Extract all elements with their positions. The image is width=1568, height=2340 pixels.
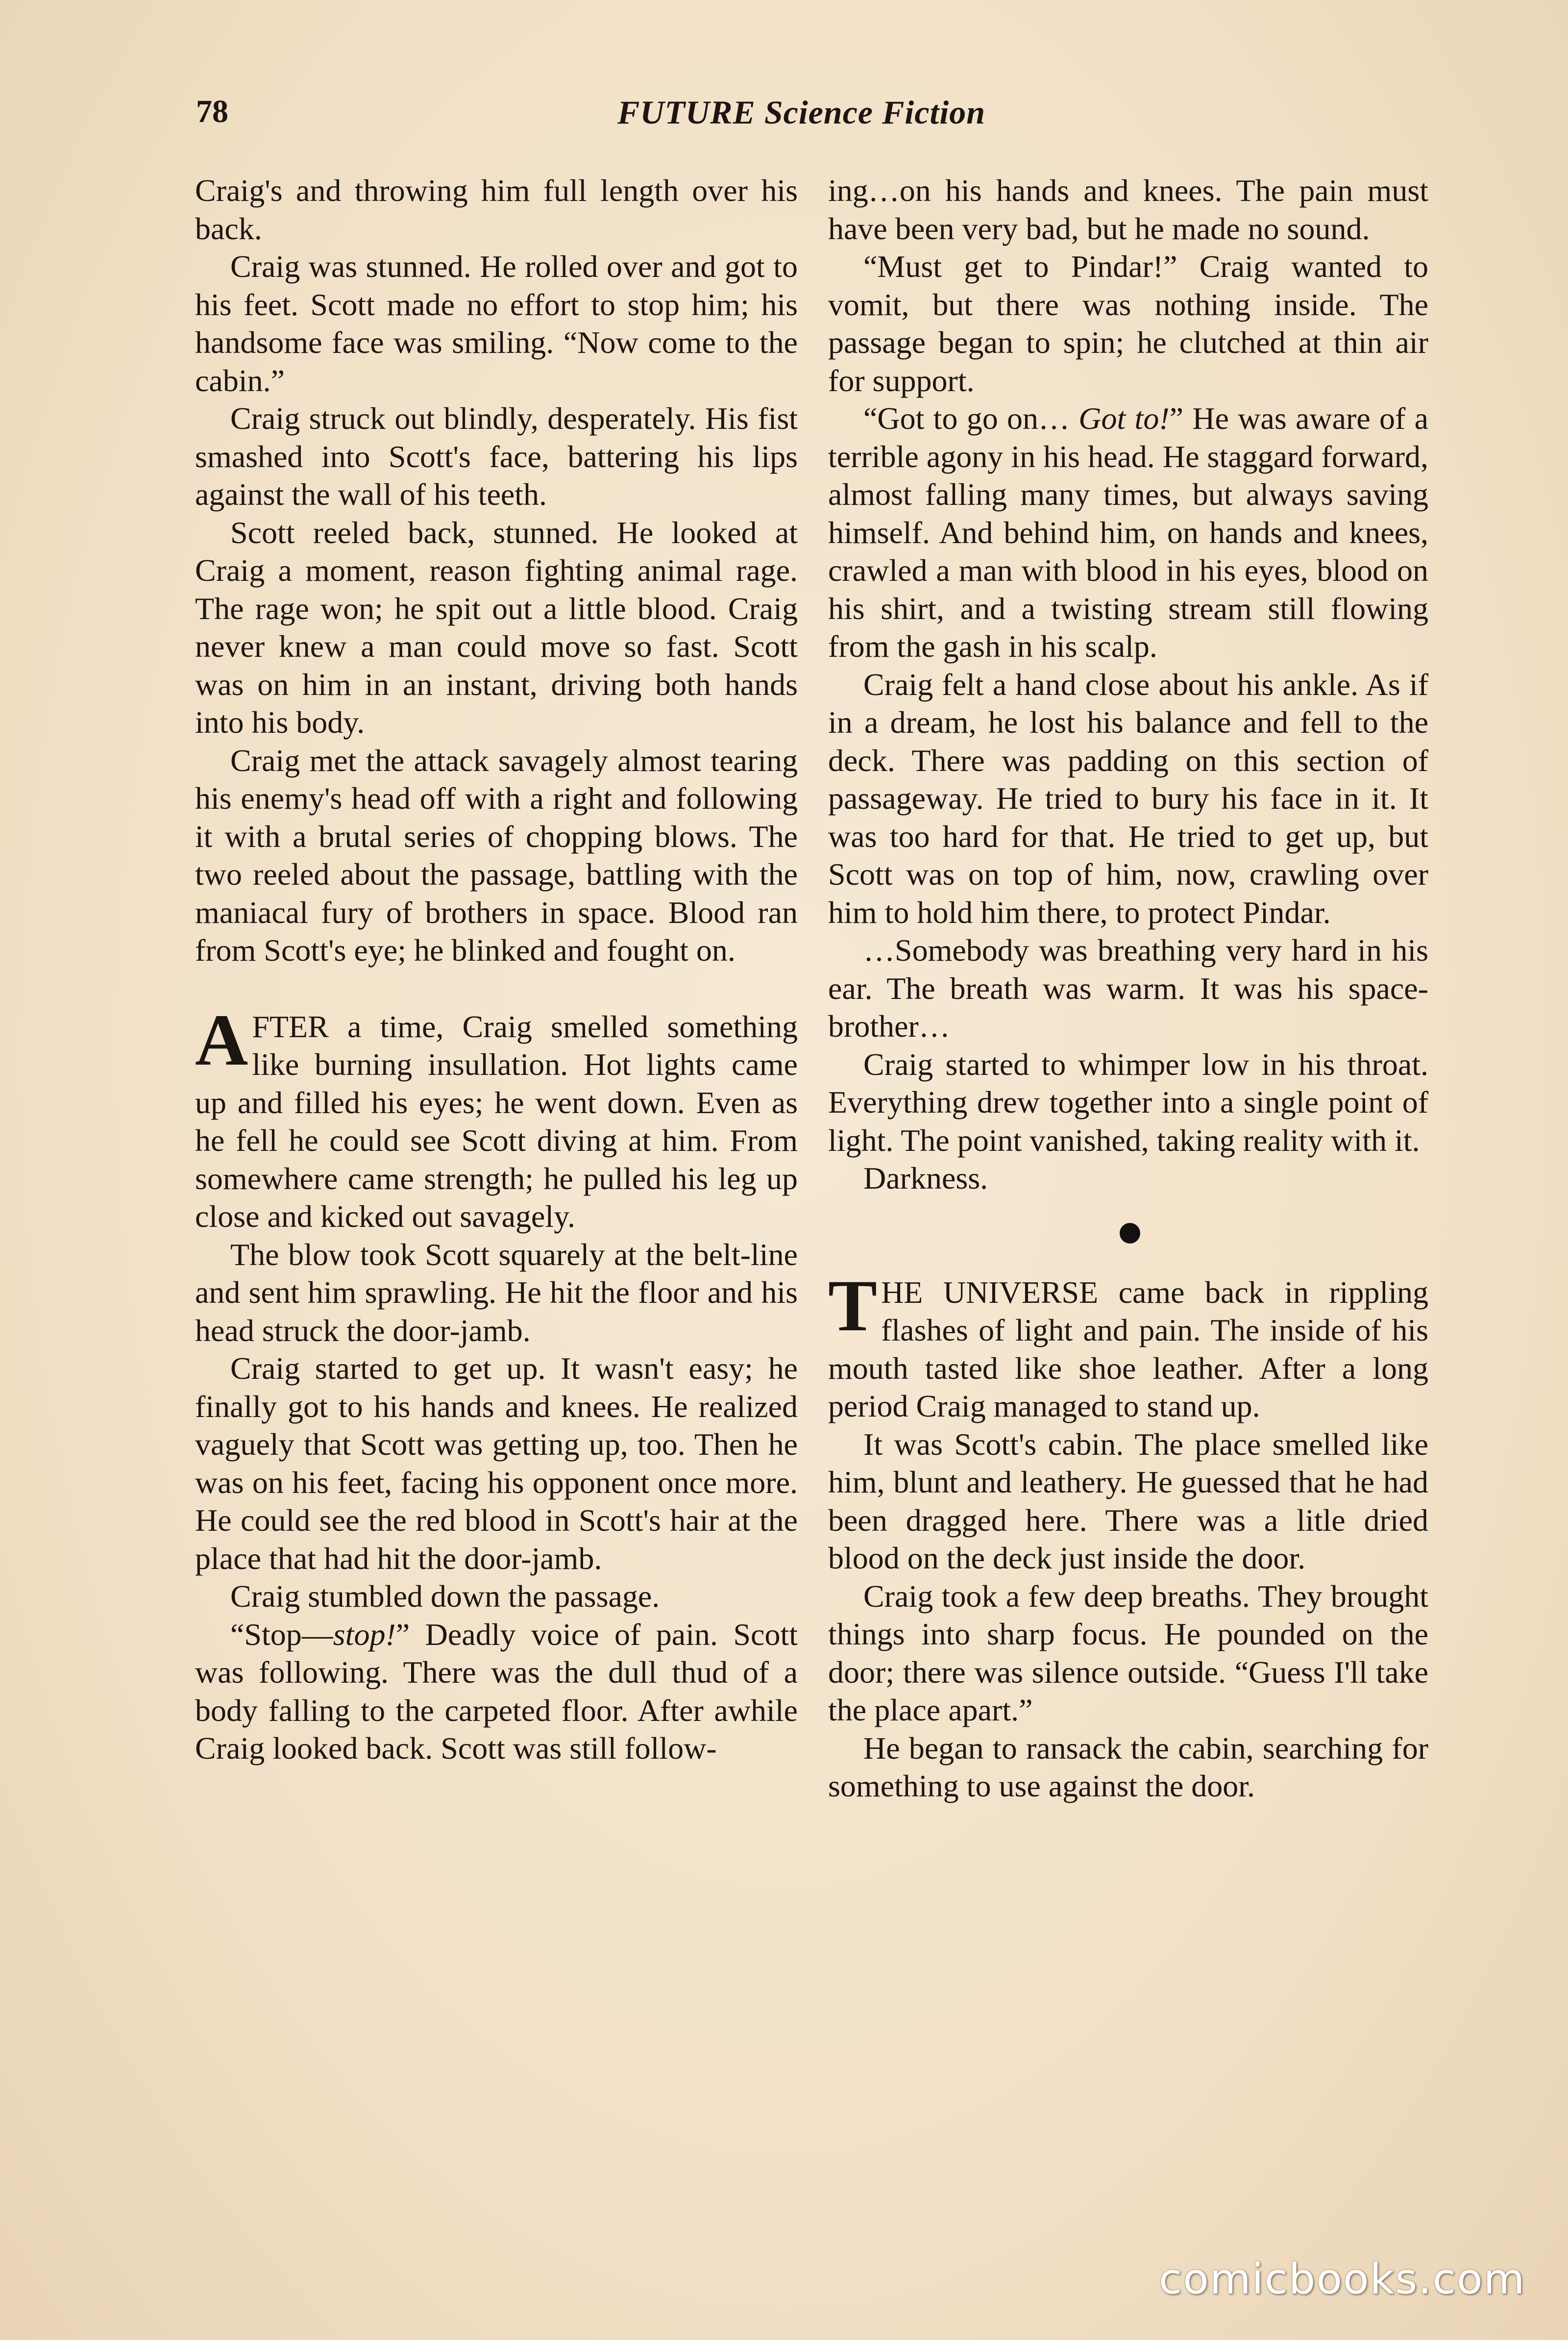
right-column [828, 172, 1428, 1805]
paragraph: Darkness. [863, 1161, 988, 1195]
paragraph: Scott reeled back, stunned. He looked at Craig a moment, reason fighting animal rage. The rage won; he spit out a little blood. Craig never knew a man could move so fast. Scott was on him in an instant, driving both hands into his body. [195, 515, 798, 740]
paragraph: Craig stumbled down the passage. [230, 1579, 660, 1614]
italic-text: Got to! [1078, 401, 1170, 436]
paragraph: Craig struck out blindly, desperately. His fist smashed into Scott's face, battering his lips against the wall of his teeth. [195, 401, 798, 512]
paragraph: The blow took Scott squarely at the belt-line and sent him sprawling. He hit the floor and his head struck the door-jamb. [195, 1237, 798, 1348]
drop-cap: T [828, 1265, 878, 1346]
paragraph: Craig was stunned. He rolled over and got to his feet. Scott made no effort to stop him; his handsome face was smiling. “Now come to the cabin.” [195, 249, 798, 398]
page-header [196, 93, 1431, 137]
watermark: comicbooks.com [1159, 2255, 1526, 2304]
paragraph [828, 399, 1428, 666]
section-opening-paragraph [195, 999, 798, 1236]
magazine-title: FUTURE Science Fiction [617, 94, 986, 131]
paragraph: Craig met the attack savagely almost tearing his enemy's head off with a right and following it with a brutal series of chopping blows. The two reeled about the passage, battling with the maniacal fury of brothers in space. Blood ran from Scott's eye; he blinked and fought on. [195, 743, 798, 968]
text-run: “Got to go on… [863, 401, 1079, 436]
paragraph: It was Scott's cabin. The place smelled like him, blunt and leathery. He guessed that he had been dragged here. There was a litle dried blood on the deck just inside the door. [828, 1426, 1428, 1575]
paragraph [195, 1616, 798, 1767]
paragraph-text: FTER a time, Craig smelled something like burning insullation. Hot lights came up and filled his eyes; he went down. Even as he fell he could see Scott diving at him. From somewhere came strength; he pulled his leg up close and kicked out savagely. [195, 1009, 798, 1234]
text-run: ” He was aware of a terrible agony in his head. He staggard forward, almost falling many times, but always saving himself. And behind him, on hands and knees, crawled a man with blood in his eyes, blood on his shirt, and a twisting stream still flowing from the gash in his scalp. [828, 401, 1429, 664]
paragraph: ing…on his hands and knees. The pain must have been very bad, but he made no sound. [828, 173, 1428, 246]
paragraph: …Somebody was breathing very hard in his ear. The breath was warm. It was his space-brother… [828, 933, 1428, 1044]
paragraph: “Must get to Pindar!” Craig wanted to vomit, but there was nothing inside. The passage began to spin; he clutched at thin air for support. [828, 249, 1428, 398]
drop-cap: A [195, 999, 248, 1081]
bullet-dot-icon [1120, 1223, 1140, 1244]
paragraph: Craig's and throwing him full length over his back. [195, 173, 798, 246]
text-run: ” Deadly voice of pain. Scott was following. There was the dull thud of a body falling to the carpeted floor. After awhile Craig looked back. Scott was still follow- [195, 1617, 798, 1766]
italic-text: stop! [333, 1617, 396, 1652]
paragraph: He began to ransack the cabin, searching for something to use against the door. [828, 1730, 1428, 1803]
paragraph: Craig took a few deep breaths. They brought things into sharp focus. He pounded on the door; there was silence outside. “Guess I'll take the place apart.” [828, 1578, 1428, 1727]
page-number: 78 [196, 94, 228, 129]
paragraph: Craig started to get up. It wasn't easy; he finally got to his hands and knees. He realized vaguely that Scott was getting up, too. Then he was on his feet, facing his opponent once more. He could see the red blood in Scott's hair at the place that had hit the door-jamb. [195, 1351, 798, 1576]
paragraph: Craig started to whimper low in his throat. Everything drew together into a single point of light. The point vanished, taking reality with it. [828, 1046, 1428, 1158]
paragraph: Craig felt a hand close about his ankle. As if in a dream, he lost his balance and fell to the deck. There was padding on this section of passageway. He tried to bury his face in it. It was too hard for that. He tried to get up, but Scott was on top of him, now, crawling over him to hold him there, to protect Pindar. [828, 667, 1428, 930]
text-run: “Stop— [230, 1617, 333, 1652]
paragraph-text: HE UNIVERSE came back in rippling flashes of light and pain. The inside of his mouth tasted like shoe leather. After a long period Craig managed to stand up. [828, 1274, 1428, 1423]
section-separator [828, 1197, 1428, 1273]
section-opening-paragraph [828, 1265, 1428, 1425]
left-column [195, 172, 798, 1767]
